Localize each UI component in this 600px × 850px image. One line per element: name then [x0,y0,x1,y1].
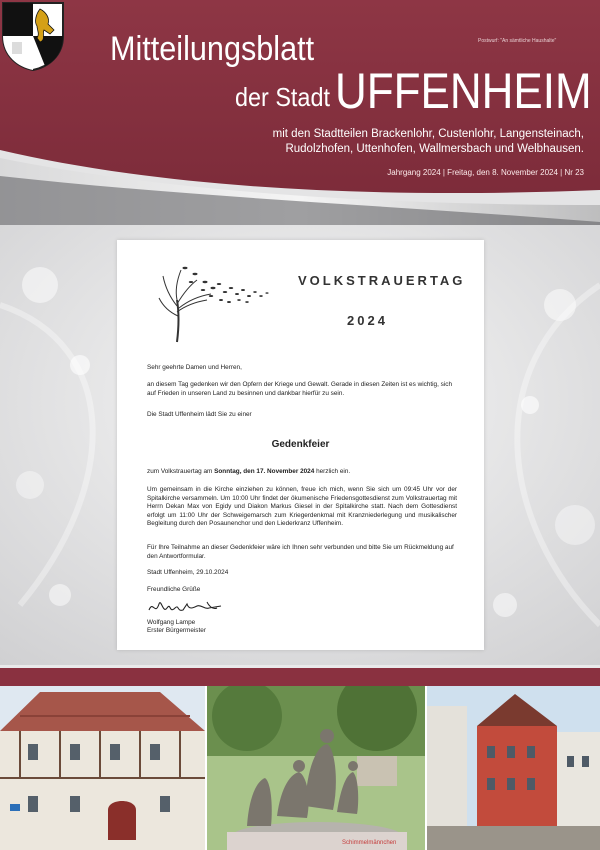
signer-name: Wolfgang Lampe [147,619,196,626]
issue-info: Jahrgang 2024 | Freitag, den 8. November 2024 | Nr 23 [387,168,584,177]
greeting: Sehr geehrte Damen und Herren, [147,364,242,371]
signer-title: Erster Bürgermeister [147,627,206,634]
masthead-title-line2: der Stadt [235,82,330,112]
districts-line1: mit den Stadtteilen Brackenlohr, Custenlohr, Langensteinach, [272,128,584,140]
closing: Freundliche Grüße [147,586,201,593]
signature-icon [147,596,227,618]
invitation-letter [117,240,484,650]
photo-half-timbered-house [0,686,205,850]
event-date-line [147,468,457,477]
masthead-title-line1: Mitteilungsblatt [110,30,315,68]
photo-red-tower-building [427,686,600,850]
date-prefix: zum Volkstrauertag am [147,468,215,475]
town-crest-icon [0,0,66,72]
letter-title: VOLKSTRAUERTAG [298,273,466,288]
rsvp-paragraph: Für Ihre Teilnahme an dieser Gedenkfeier wäre ich Ihnen sehr verbunden und bitte Sie um Rückmeldung auf den Antwortformular. [147,544,454,560]
photo-caption: Schimmelmännchen [342,840,397,846]
place-date: Stadt Uffenheim, 29.10.2024 [147,569,229,576]
invite-line: Die Stadt Uffenheim lädt Sie zu einer [147,411,252,418]
districts-line2: Rudolzhofen, Uttenhofen, Wallmersbach und Welbhausen. [285,143,584,155]
letter-year: 2024 [347,313,388,328]
postal-note: Postwurf: "An sämtliche Haushalte" [478,38,557,44]
footer-bar [0,668,600,686]
masthead [0,0,600,225]
date-suffix: herzlich ein. [314,468,351,475]
tree-with-flying-leaves-icon [155,256,275,346]
photo-sculpture-group [207,686,425,850]
photo-strip [0,686,600,850]
event-heading: Gedenkfeier [271,439,330,450]
masthead-city: UFFENHEIM [335,63,592,119]
event-date: Sonntag, den 17. November 2024 [214,468,315,475]
program-paragraph: Um gemeinsam in die Kirche einziehen zu können, freue ich mich, wenn Sie sich um 09:45 Uhr vor der Spitalkirche versammeln. Um 10:00 Uhr findet der ökumenische Friedensgottesdienst zum Volkstrauertag mit Herrn Dekan Max von Egidy und Diakon Markus Giesel in der Spitalkirche statt. Nach dem Gottesdienst erfolgt um 11:00 Uhr der Schweigemarsch zum Kriegerdenkmal mit Kranzniederlegung und musikalischer Begleitung durch den Posaunenchor und den Liederkranz Uffenheim. [147,486,457,528]
intro-paragraph: an diesem Tag gedenken wir den Opfern der Kriege und Gewalt. Gerade in diesen Zeiten ist es wichtig, sich auf Frieden in unseren Land zu besinnen und dankbar hierfür zu sein. [147,381,453,397]
